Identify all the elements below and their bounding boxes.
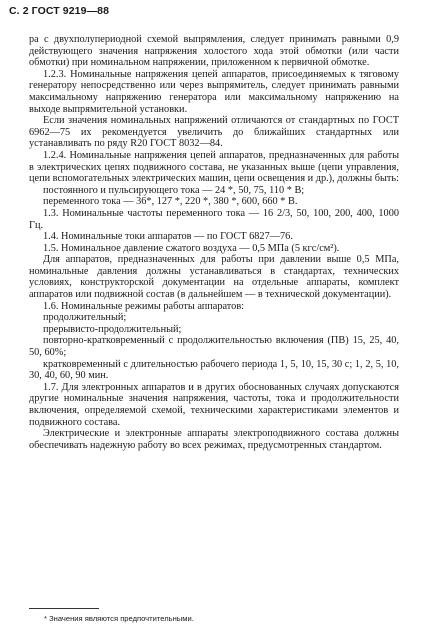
paragraph: 1.7. Для электронных аппаратов и в других обоснованных случаях допускаются другие номинальные значения напряжения, частоты, тока и продолжительности включения, определяемой схемой, техническими характеристиками элементов и подвижного состава. [29, 381, 399, 428]
paragraph: кратковременный с длительностью рабочего периода 1, 5, 10, 15, 30 с; 1, 2, 5, 10, 30, 40, 60, 90 мин. [29, 358, 399, 382]
paragraph: Для аппаратов, предназначенных для работы при давлении выше 0,5 МПа, номинальные давления должны устанавливаться в стандартах, технических условиях, конструкторской документации на отдельные аппараты, комплект аппаратов или подвижной состав (в дальнейшем — в технической документации). [29, 254, 399, 301]
paragraph: 1.3. Номинальные частоты переменного тока — 16 2/3, 50, 100, 200, 400, 1000 Гц. [29, 207, 399, 231]
paragraph: 1.6. Номинальные режимы работы аппаратов: [43, 300, 245, 312]
paragraph: 1.2.4. Номинальные напряжения цепей аппаратов, предназначенных для работы в электрических цепях подвижного состава, не указанных выше (цепи управления, цепи вспомогательных электрических машин, цепи освещения и др.), должны быть: [29, 149, 399, 185]
paragraph: переменного тока — 36*, 127 *, 220 *, 380 *, 600, 660 * В. [43, 196, 298, 208]
paragraph: прерывисто-продолжительный; [43, 323, 182, 335]
page-header: С. 2 ГОСТ 9219—88 [9, 5, 110, 17]
paragraph: продолжительный; [43, 312, 127, 324]
paragraph: Электрические и электронные аппараты электроподвижного состава должны обеспечивать надежную работу во всех режимах, предусмотренных стандартом. [29, 428, 399, 451]
footnote: * Значения являются предпочтительными. [44, 614, 194, 623]
paragraph: повторно-кратковременный с продолжительностью включения (ПВ) 15, 25, 40, 50, 60%; [29, 335, 399, 359]
paragraph: 1.4. Номинальные токи аппаратов — по ГОСТ 6827—76. [43, 231, 293, 243]
paragraph: Если значения номинальных напряжений отличаются от стандартных по ГОСТ 6962—75 их рекомендуется увеличить до ближайших стандартных или устанавливать по ряду R20 ГОСТ 8032—84. [29, 115, 399, 150]
paragraph: постоянного и пульсирующего тока — 24 *, 50, 75, 110 * В; [43, 184, 305, 196]
footnote-divider [29, 608, 99, 609]
paragraph: 1.2.3. Номинальные напряжения цепей аппаратов, присоединяемых к тяговому генератору непосредственно или через выпрямитель, следует принимать равными максимальному напряжению генератора или максимальному напряжению на выходе выпрямительной установки. [29, 68, 399, 115]
document-body [29, 34, 399, 451]
paragraph: ра с двухполупериодной схемой выпрямления, следует принимать равными 0,9 действующего значения напряжения холостого хода этой обмотки (или части обмотки) при номинальном напряжении, приложенном к первичной обмотке. [29, 34, 399, 69]
paragraph: 1.5. Номинальное давление сжатого воздуха — 0,5 МПа (5 кгс/см²). [43, 242, 340, 254]
